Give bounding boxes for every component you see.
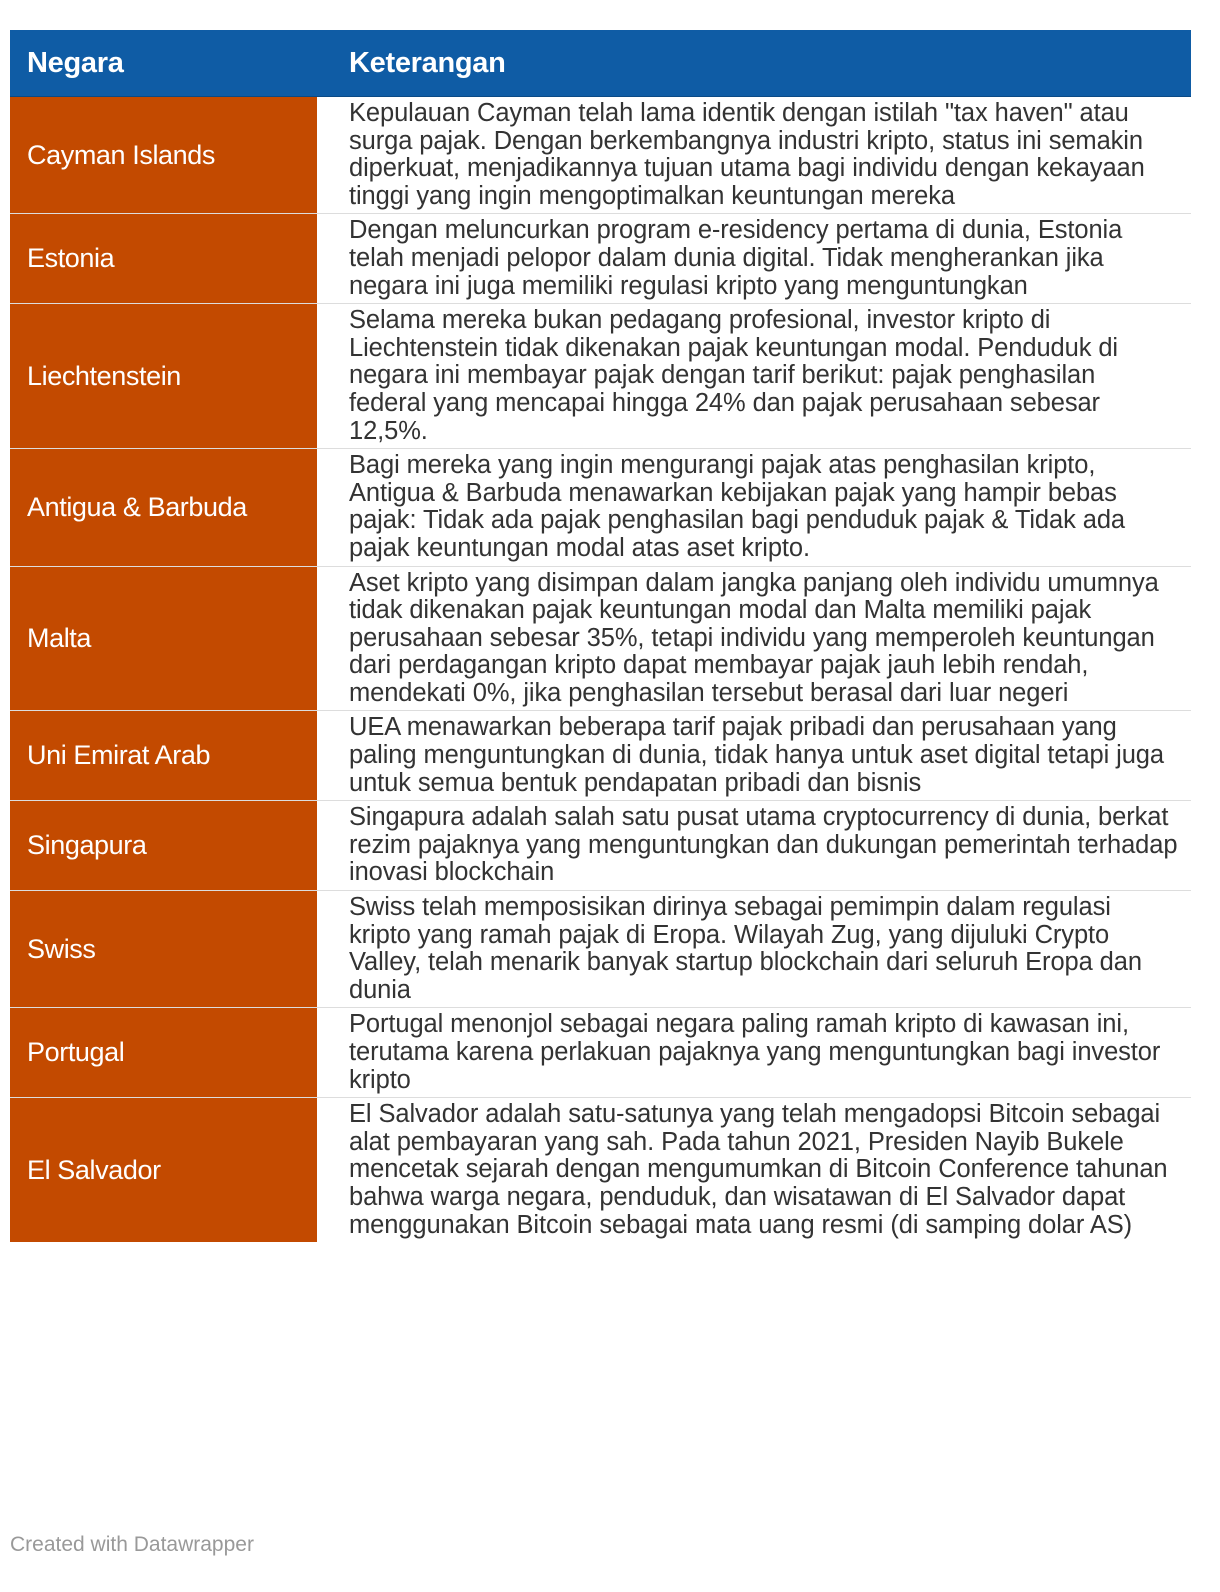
description-cell: Selama mereka bukan pedagang profesional, investor kripto di Liechtenstein tidak dikenakan pajak keuntungan modal. Penduduk di negara ini membayar pajak dengan tarif berikut: pajak penghasilan federal yang mencapai hingga 24% dan pajak perusahaan sebesar 12,5%. (349, 306, 1118, 445)
description-cell: Bagi mereka yang ingin mengurangi pajak atas penghasilan kripto, Antigua & Barbuda menawarkan kebijakan pajak yang hampir bebas pajak: Tidak ada pajak penghasilan bagi penduduk pajak & Tidak ada pajak keuntungan modal atas aset kripto. (349, 451, 1125, 562)
country-cell: Malta (10, 567, 317, 711)
description-cell: Dengan meluncurkan program e-residency pertama di dunia, Estonia telah menjadi pelopor dalam dunia digital. Tidak mengherankan jika negara ini juga memiliki regulasi kripto yang menguntungkan (349, 216, 1123, 300)
country-cell: Cayman Islands (10, 97, 317, 213)
country-cell: Singapura (10, 801, 317, 890)
table-row (10, 1008, 1191, 1098)
description-cell: Singapura adalah salah satu pusat utama cryptocurrency di dunia, berkat rezim pajaknya yang menguntungkan dan dukungan pemerintah terhadap inovasi blockchain (349, 803, 1178, 887)
description-cell: Aset kripto yang disimpan dalam jangka panjang oleh individu umumnya tidak dikenakan pajak keuntungan modal dan Malta memiliki pajak perusahaan sebesar 35%, tetapi individu yang memperoleh keuntungan dari perdagangan kripto dapat membayar pajak jauh lebih rendah, mendekati 0%, jika penghasilan tersebut berasal dari luar negeri (349, 568, 1159, 707)
data-table (10, 30, 1191, 1242)
country-cell: Swiss (10, 891, 317, 1007)
description-cell: Kepulauan Cayman telah lama identik dengan istilah "tax haven" atau surga pajak. Dengan berkembangnya industri kripto, status ini semakin diperkuat, menjadikannya tujuan utama bagi individu dengan kekayaan tinggi yang ingin mengoptimalkan keuntungan mereka (349, 99, 1145, 210)
header-description: Keterangan (349, 46, 506, 79)
description-cell: Swiss telah memposisikan dirinya sebagai pemimpin dalam regulasi kripto yang ramah pajak di Eropa. Wilayah Zug, yang dijuluki Crypto Valley, telah menarik banyak startup blockchain dari seluruh Eropa dan dunia (349, 893, 1142, 1004)
table-row (10, 304, 1191, 449)
table-row (10, 711, 1191, 801)
header-country: Negara (27, 46, 124, 79)
datawrapper-credit: Created with Datawrapper (10, 1533, 254, 1556)
table-header (10, 30, 1191, 97)
country-cell: Antigua & Barbuda (10, 449, 317, 565)
table-row (10, 449, 1191, 566)
country-cell: El Salvador (10, 1098, 317, 1242)
country-cell: Liechtenstein (10, 304, 317, 448)
country-cell: Uni Emirat Arab (10, 711, 317, 800)
country-cell: Estonia (10, 214, 317, 303)
table-row (10, 801, 1191, 891)
table-row (10, 1098, 1191, 1242)
description-cell: UEA menawarkan beberapa tarif pajak pribadi dan perusahaan yang paling menguntungkan di dunia, tidak hanya untuk aset digital tetapi juga untuk semua bentuk pendapatan pribadi dan bisnis (349, 713, 1164, 797)
table-row (10, 567, 1191, 712)
table-row (10, 97, 1191, 214)
description-cell: Portugal menonjol sebagai negara paling ramah kripto di kawasan ini, terutama karena perlakuan pajaknya yang menguntungkan bagi investor kripto (349, 1010, 1161, 1094)
country-cell: Portugal (10, 1008, 317, 1097)
table-row (10, 214, 1191, 304)
table-row (10, 891, 1191, 1008)
description-cell: El Salvador adalah satu-satunya yang telah mengadopsi Bitcoin sebagai alat pembayaran yang sah. Pada tahun 2021, Presiden Nayib Bukele mencetak sejarah dengan mengumumkan di Bitcoin Conference tahunan bahwa warga negara, penduduk, dan wisatawan di El Salvador dapat menggunakan Bitcoin sebagai mata uang resmi (di samping dolar AS) (349, 1100, 1168, 1239)
